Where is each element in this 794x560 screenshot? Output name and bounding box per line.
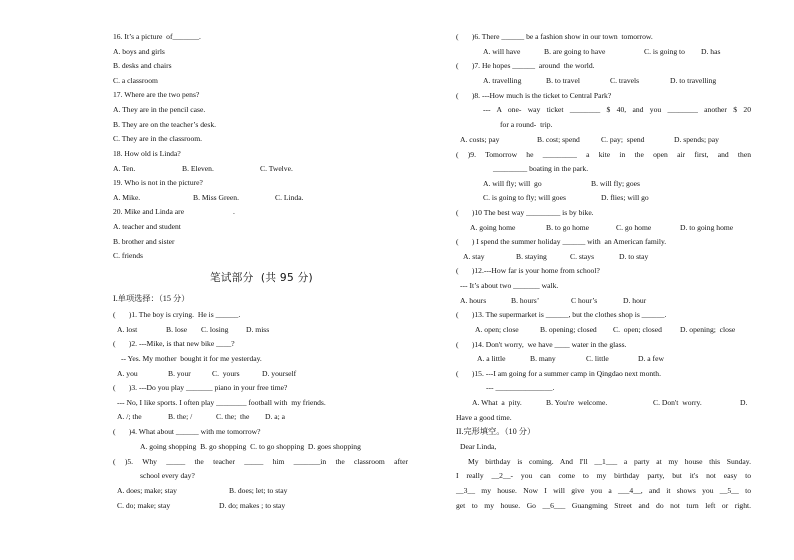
q18-stem: 18. How old is Linda? bbox=[113, 149, 181, 158]
q14-option-a: A. a little bbox=[477, 354, 506, 363]
q16-option-c: C. a classroom bbox=[113, 76, 158, 85]
q19-option-c: C. Linda. bbox=[275, 193, 304, 202]
q11-option-a: A. stay bbox=[463, 252, 485, 261]
q17-option-a: A. They are in the pencil case. bbox=[113, 105, 206, 114]
q15-option-b: B. You're welcome. bbox=[546, 398, 608, 407]
q1-stem: ( )1. The boy is crying. He is ______. bbox=[113, 310, 241, 319]
q8-option-c: C. pay; spend bbox=[601, 135, 645, 144]
q10-stem: ( )10 The best way _________ is by bike. bbox=[456, 208, 594, 217]
q18-option-b: B. Eleven. bbox=[182, 164, 214, 173]
q15-option-a: A. What a pity. bbox=[472, 398, 522, 407]
q2-answer-line: -- Yes. My mother bought it for me yesterday. bbox=[121, 354, 262, 363]
q10-option-a: A. going home bbox=[470, 223, 516, 232]
cloze-line-4: get to my house. Go __6___ Guangming Street and do not turn left or right. bbox=[456, 501, 751, 510]
q20-stem: 20. Mike and Linda are bbox=[113, 207, 185, 216]
q1-option-b: B. lose bbox=[166, 325, 188, 334]
q5-option-a: A. does; make; stay bbox=[117, 486, 177, 495]
q16-option-b: B. desks and chairs bbox=[113, 61, 172, 70]
q20-stem-period: . bbox=[233, 207, 235, 216]
q13-option-b: B. opening; closed bbox=[540, 325, 597, 334]
q8-stem: ( )8. ---How much is the ticket to Central Park? bbox=[456, 91, 612, 100]
q9-stem-continued: _________ boating in the park. bbox=[493, 164, 589, 173]
q17-option-c: C. They are in the classroom. bbox=[113, 134, 203, 143]
q12-stem: ( )12.---How far is your home from school? bbox=[456, 266, 600, 275]
q18-option-a: A. Ten. bbox=[113, 164, 136, 173]
q13-option-c: C. open; closed bbox=[613, 325, 662, 334]
q2-stem: ( )2. ---Mike, is that new bike ____? bbox=[113, 339, 235, 348]
q6-option-d: D. has bbox=[701, 47, 721, 56]
q13-stem: ( )13. The supermarket is ______, but the clothes shop is ______. bbox=[456, 310, 667, 319]
q2-option-a: A. you bbox=[117, 369, 138, 378]
q16-option-a: A. boys and girls bbox=[113, 47, 165, 56]
q16-stem: 16. It’s a picture of_______. bbox=[113, 32, 201, 41]
q6-option-a: A. will have bbox=[483, 47, 521, 56]
q3-stem: ( )3. ---Do you play _______ piano in your free time? bbox=[113, 383, 288, 392]
q5-stem: ( )5. Why _____ the teacher _____ him _______in the classroom after bbox=[113, 457, 408, 466]
q8-answer-continued: for a round- trip. bbox=[500, 120, 553, 129]
q6-option-b: B. are going to have bbox=[544, 47, 606, 56]
q14-option-d: D. a few bbox=[638, 354, 664, 363]
section-2-title: II.完形填空。（10 分） bbox=[456, 427, 536, 436]
q2-option-b: B. your bbox=[168, 369, 191, 378]
q11-stem: ( ) I spend the summer holiday ______ with an American family. bbox=[456, 237, 667, 246]
q8-option-a: A. costs; pay bbox=[460, 135, 500, 144]
q19-option-b: B. Miss Green. bbox=[193, 193, 239, 202]
q17-stem: 17. Where are the two pens? bbox=[113, 90, 200, 99]
written-part-heading: 笔试部分 (共 95 分) bbox=[210, 272, 313, 284]
q17-option-b: B. They are on the teacher’s desk. bbox=[113, 120, 217, 129]
q6-option-c: C. is going to bbox=[644, 47, 685, 56]
cloze-line-1: My birthday is coming. And I'll __1___ a party at my house this Sunday. bbox=[468, 457, 751, 466]
q9-option-c: C. is going to fly; will goes bbox=[483, 193, 566, 202]
q11-option-c: C. stays bbox=[570, 252, 595, 261]
right-column bbox=[420, 0, 794, 560]
q10-option-c: C. go home bbox=[616, 223, 652, 232]
q20-option-c: C. friends bbox=[113, 251, 143, 260]
q11-option-d: D. to stay bbox=[619, 252, 649, 261]
q7-option-b: B. to travel bbox=[546, 76, 580, 85]
q3-option-a: A. /; the bbox=[117, 412, 142, 421]
q1-option-d: D. miss bbox=[246, 325, 270, 334]
q10-option-d: D. to going home bbox=[680, 223, 734, 232]
q6-stem: ( )6. There ______ be a fashion show in our town tomorrow. bbox=[456, 32, 653, 41]
q4-stem: ( )4. What about ______ with me tomorrow? bbox=[113, 427, 261, 436]
q15-option-d: D. bbox=[740, 398, 748, 407]
q8-option-d: D. spends; pay bbox=[674, 135, 719, 144]
q4-options: A. going shopping B. go shopping C. to go shopping D. goes shopping bbox=[140, 442, 361, 451]
q13-option-d: D. opening; close bbox=[680, 325, 736, 334]
q9-option-a: A. will fly; will go bbox=[483, 179, 542, 188]
q2-option-d: D. yourself bbox=[262, 369, 297, 378]
q10-option-b: B. to go home bbox=[546, 223, 590, 232]
q12-option-a: A. hours bbox=[460, 296, 487, 305]
letter-greeting: Dear Linda, bbox=[460, 442, 497, 451]
cloze-line-3: __3__ my house. Now I will give you a ___4__, and it shows you __5__ to bbox=[456, 486, 751, 495]
q15-option-c: C. Don't worry. bbox=[653, 398, 702, 407]
q9-stem: ( )9. Tomorrow he _________ a kite in the open air first, and then bbox=[456, 150, 751, 159]
q7-option-a: A. travelling bbox=[483, 76, 522, 85]
q7-option-d: D. to travelling bbox=[670, 76, 717, 85]
section-1-title: I.单项选择：（15 分） bbox=[113, 294, 190, 303]
q12-option-b: B. hours’ bbox=[511, 296, 540, 305]
q19-option-a: A. Mike. bbox=[113, 193, 141, 202]
q9-option-d: D. flies; will go bbox=[601, 193, 649, 202]
q5-stem-continued: school every day? bbox=[140, 471, 195, 480]
q19-stem: 19. Who is not in the picture? bbox=[113, 178, 203, 187]
q3-option-b: B. the; / bbox=[168, 412, 193, 421]
q7-stem: ( )7. He hopes ______ around the world. bbox=[456, 61, 595, 70]
q12-option-d: D. hour bbox=[623, 296, 647, 305]
q3-answer-line: --- No, I like sports. I often play ________ football with my friends. bbox=[117, 398, 326, 407]
q14-stem: ( )14. Don't worry, we have ____ water in the glass. bbox=[456, 340, 627, 349]
q5-option-c: C. do; make; stay bbox=[117, 501, 171, 510]
q9-option-b: B. will fly; goes bbox=[591, 179, 640, 188]
q7-option-c: C. travels bbox=[610, 76, 640, 85]
q20-option-a: A. teacher and student bbox=[113, 222, 181, 231]
q5-option-d: D. do; makes ; to stay bbox=[219, 501, 286, 510]
q3-option-d: D. a; a bbox=[265, 412, 286, 421]
cloze-line-2: I really __2__- you can come to my birthday party, but it's not easy to bbox=[456, 471, 751, 480]
q12-option-c: C hour’s bbox=[571, 296, 598, 305]
q15-answer-line: --- _______________. bbox=[486, 383, 555, 392]
q8-answer-line: --- A one- way ticket ________ $ 40, and you ________ another $ 20 bbox=[483, 105, 751, 114]
q12-answer-line: --- It’s about two _______ walk. bbox=[460, 281, 559, 290]
q13-option-a: A. open; close bbox=[475, 325, 519, 334]
q2-option-c: C. yours bbox=[212, 369, 240, 378]
q18-option-c: C. Twelve. bbox=[260, 164, 293, 173]
q11-option-b: B. staying bbox=[516, 252, 547, 261]
q1-option-c: C. losing bbox=[201, 325, 229, 334]
q14-option-b: B. many bbox=[530, 354, 556, 363]
q3-option-c: C. the; the bbox=[216, 412, 250, 421]
q5-option-b: B. does; let; to stay bbox=[229, 486, 288, 495]
q8-option-b: B. cost; spend bbox=[537, 135, 580, 144]
q1-option-a: A. lost bbox=[117, 325, 138, 334]
q14-option-c: C. little bbox=[586, 354, 609, 363]
q15-option-d-text: Have a good time. bbox=[456, 413, 512, 422]
q15-stem: ( )15. ---I am going for a summer camp in Qingdao next month. bbox=[456, 369, 661, 378]
q20-option-b: B. brother and sister bbox=[113, 237, 175, 246]
